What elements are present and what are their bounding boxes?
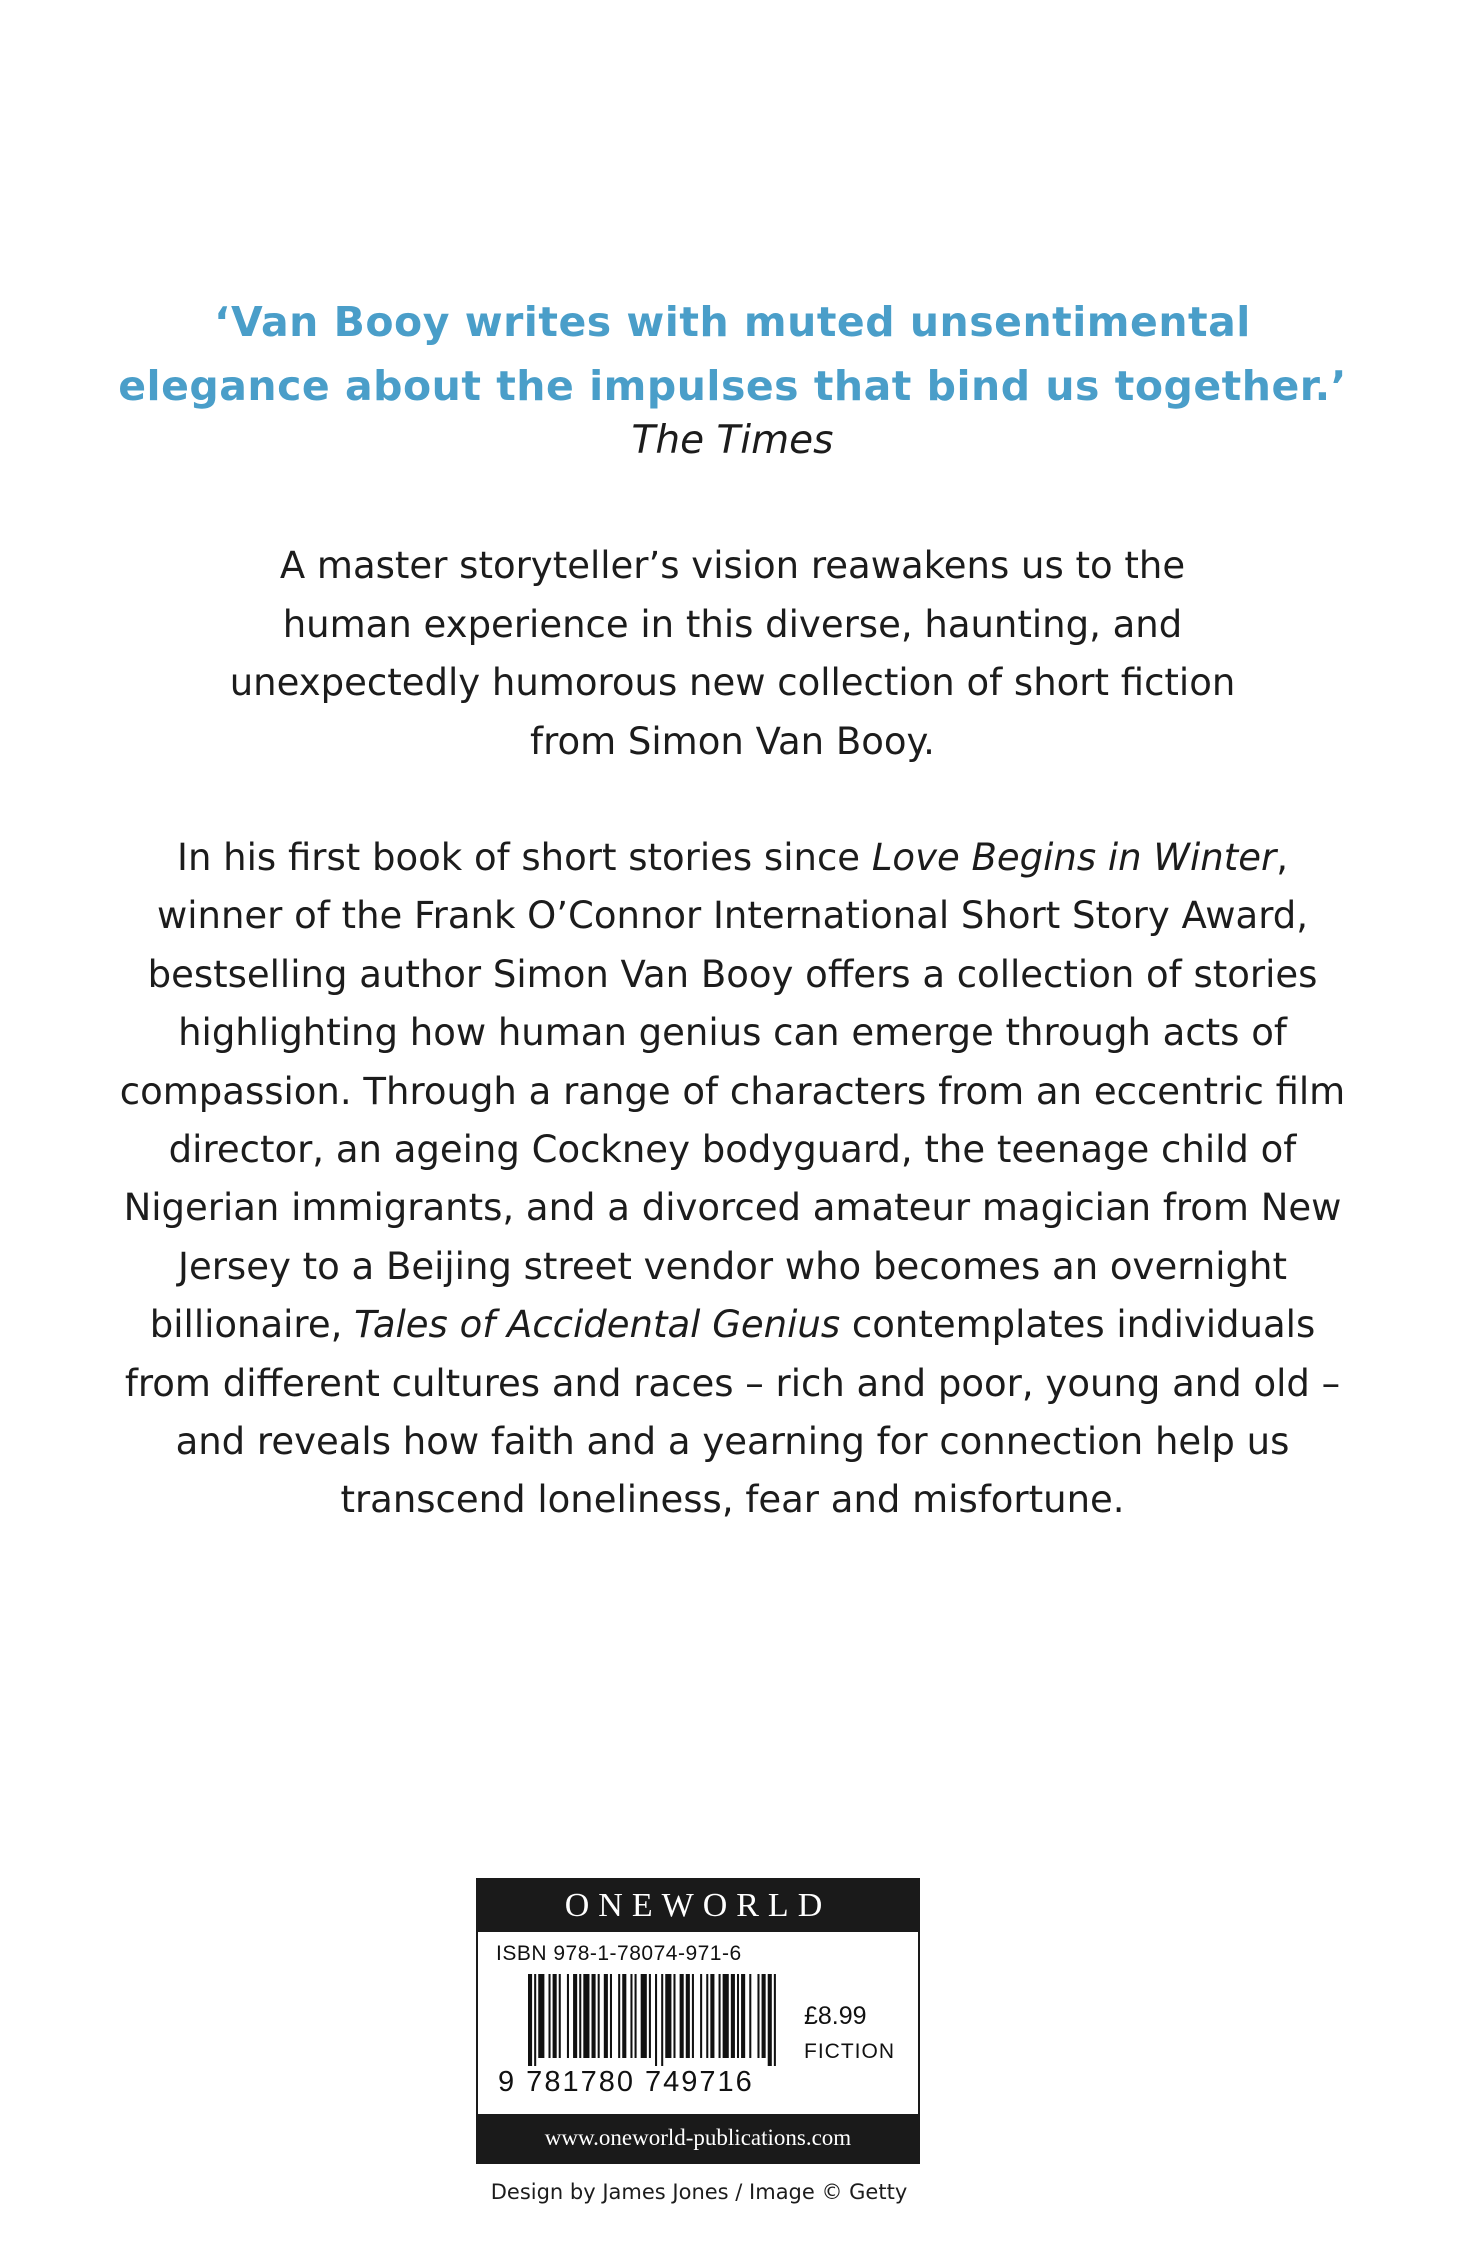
barcode-panel [476, 1878, 920, 2164]
review-quote-line-1: ‘Van Booy writes with muted unsentimental [214, 298, 1251, 346]
barcode-bar [649, 1974, 651, 2058]
barcode-bar [673, 1974, 675, 2058]
barcode-bar [635, 1974, 637, 2058]
description-paragraph [110, 829, 1355, 1530]
barcode-bar [534, 1974, 536, 2066]
barcode-bar [630, 1974, 632, 2058]
barcode-bar [762, 1974, 766, 2058]
publisher-name: ONEWORLD [478, 1880, 918, 1932]
barcode-bar [723, 1974, 729, 2058]
review-quote-line-2: elegance about the impulses that bind us together.’ [118, 362, 1347, 410]
isbn-label: ISBN 978-1-78074-971-6 [496, 1942, 742, 1965]
barcode-digits: 9 781780 749716 [498, 2066, 754, 2098]
book-title-love-begins-in-winter: Love Begins in Winter [871, 836, 1277, 879]
intro-line: A master storyteller’s vision reawakens us to the [279, 544, 1186, 587]
barcode-bar [731, 1974, 735, 2058]
barcode-bar [604, 1974, 608, 2058]
barcode-bar [548, 1974, 550, 2058]
barcode-bar [706, 1974, 708, 2058]
description-text: In his first book of short stories since [177, 836, 872, 879]
barcode-bar [737, 1974, 739, 2058]
barcode-bar [768, 1974, 772, 2066]
intro-line: human experience in this diverse, haunting, and [282, 602, 1183, 646]
intro-line: unexpectedly humorous new collection of short fiction [229, 661, 1236, 704]
barcode-bar [710, 1974, 714, 2058]
barcode-bar [598, 1974, 600, 2058]
barcode-icon [528, 1974, 780, 2066]
barcode-bar [567, 1974, 569, 2058]
review-quote [0, 290, 1465, 418]
barcode-bar [610, 1974, 612, 2058]
barcode-bar [538, 1974, 544, 2058]
genre-label: FICTION [804, 2040, 895, 2063]
barcode-bar [719, 1974, 721, 2058]
barcode-bar [692, 1974, 694, 2058]
barcode-bar [592, 1974, 596, 2058]
barcode-bar [680, 1974, 684, 2058]
barcode-bar [749, 1974, 751, 2058]
price-label: £8.99 [804, 2002, 867, 2030]
barcode-bar [665, 1974, 671, 2058]
barcode-bar [528, 1974, 532, 2066]
barcode-bar [553, 1974, 557, 2058]
barcode-bar [741, 1974, 745, 2058]
barcode-bar [622, 1974, 626, 2058]
barcode-bar [559, 1974, 561, 2058]
book-title-tales-of-accidental-genius: Tales of Accidental Genius [354, 1303, 841, 1347]
barcode-bar [757, 1974, 759, 2058]
barcode-bar [661, 1974, 663, 2066]
barcode-bar [700, 1974, 702, 2058]
intro-line: from Simon Van Booy. [530, 719, 935, 763]
barcode-bar [774, 1974, 776, 2066]
description-text: , winner of the Frank O’Connor International Short Story Award, bestselling author Simon Van Booy offers a collection of stories highlighting how human genius can emerge through acts of compassion. Through a range of characters from an eccentric film director, an ageing Cockney bodyguard, the teenage child of Nigerian immigrants, and a divorced amateur magician from New Jersey to a Beijing street vendor who becomes an overnight billionaire, [119, 836, 1346, 1347]
publisher-website: www.oneworld-publications.com [478, 2114, 918, 2162]
intro-blurb [120, 537, 1345, 771]
design-credit: Design by James Jones / Image © Getty [490, 2180, 908, 2204]
barcode-bar [655, 1974, 657, 2066]
barcode-bar [686, 1974, 690, 2058]
barcode-bar [618, 1974, 620, 2058]
review-source: The Times [631, 418, 834, 463]
barcode-bar [641, 1974, 647, 2058]
barcode-bar [573, 1974, 577, 2058]
barcode-bar [583, 1974, 589, 2058]
barcode-bar [579, 1974, 581, 2058]
description-text: contemplates individuals from different cultures and races – rich and poor, young and old – and reveals how faith and a yearning for connection help us transcend loneliness, fear and misfortune. [124, 1303, 1341, 1522]
